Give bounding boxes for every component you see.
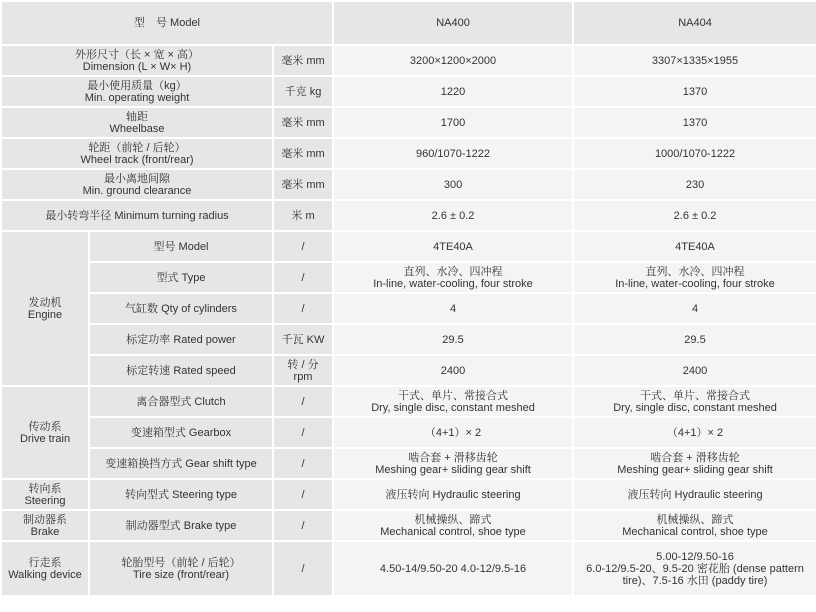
engine-cylinders-na400: 4 <box>333 293 573 324</box>
drive-group-label <box>1 386 89 479</box>
tire-na400: 4.50-14/9.50-20 4.0-12/9.5-16 <box>333 541 573 596</box>
tire-unit: / <box>273 541 333 596</box>
row-turning <box>1 200 816 231</box>
row-drive-gearbox <box>1 417 816 448</box>
shift-label: 变速箱换挡方式 Gear shift type <box>89 448 273 479</box>
row-engine-speed <box>1 355 816 386</box>
row-drive-clutch <box>1 386 816 417</box>
tire-na404-line1: 5.00-12/9.50-16 <box>656 550 734 563</box>
steering-group-en: Steering <box>24 494 66 507</box>
track-na400: 960/1070-1222 <box>333 138 573 169</box>
row-walking <box>1 541 816 596</box>
row-dimension <box>1 45 816 76</box>
header-row <box>1 1 816 45</box>
steering-na400: 液压转向 Hydraulic steering <box>333 479 573 510</box>
weight-unit: 千克 kg <box>273 76 333 107</box>
wheelbase-label-en: Wheelbase <box>109 122 165 135</box>
track-label-en: Wheel track (front/rear) <box>80 153 194 166</box>
walking-group-zh: 行走系 <box>28 556 62 569</box>
steering-group-label <box>1 479 89 510</box>
engine-type-na400 <box>333 262 573 293</box>
row-engine-type <box>1 262 816 293</box>
dimension-label <box>1 45 273 76</box>
engine-type-na404-en: In-line, water-cooling, four stroke <box>615 277 775 290</box>
clutch-na400-en: Dry, single disc, constant meshed <box>371 401 535 414</box>
engine-group-label <box>1 231 89 386</box>
tire-label <box>89 541 273 596</box>
gearbox-label: 变速箱型式 Gearbox <box>89 417 273 448</box>
track-na404: 1000/1070-1222 <box>573 138 816 169</box>
weight-label <box>1 76 273 107</box>
clutch-na400-zh: 干式、单片、常接合式 <box>398 389 509 402</box>
track-label-zh: 轮距（前轮 / 后轮） <box>88 141 186 154</box>
row-engine-cylinders <box>1 293 816 324</box>
row-brake <box>1 510 816 541</box>
engine-group-zh: 发动机 <box>28 296 62 309</box>
shift-na404 <box>573 448 816 479</box>
brake-unit: / <box>273 510 333 541</box>
engine-model-na404: 4TE40A <box>573 231 816 262</box>
engine-type-na400-en: In-line, water-cooling, four stroke <box>373 277 533 290</box>
shift-na404-en: Meshing gear+ sliding gear shift <box>617 463 773 476</box>
walking-group-en: Walking device <box>8 568 82 581</box>
shift-na400-zh: 啮合套 + 滑移齿轮 <box>408 451 498 464</box>
gearbox-na404: （4+1）× 2 <box>573 417 816 448</box>
engine-cylinders-unit: / <box>273 293 333 324</box>
wheelbase-label-zh: 轴距 <box>126 110 148 123</box>
clutch-na404 <box>573 386 816 417</box>
engine-type-na404-zh: 直列、水冷、四冲程 <box>645 265 745 278</box>
brake-group-zh: 制动器系 <box>23 513 67 526</box>
turning-na400: 2.6 ± 0.2 <box>333 200 573 231</box>
clearance-na404: 230 <box>573 169 816 200</box>
steering-label: 转向型式 Steering type <box>89 479 273 510</box>
wheelbase-unit: 毫米 mm <box>273 107 333 138</box>
tire-label-zh: 轮胎型号（前轮 / 后轮） <box>121 556 241 569</box>
steering-na404: 液压转向 Hydraulic steering <box>573 479 816 510</box>
row-track <box>1 138 816 169</box>
brake-na400-en: Mechanical control, shoe type <box>380 525 526 538</box>
track-unit: 毫米 mm <box>273 138 333 169</box>
brake-group-en: Brake <box>30 525 60 538</box>
brake-na404-zh: 机械操纵、蹄式 <box>656 513 734 526</box>
clutch-na404-en: Dry, single disc, constant meshed <box>613 401 777 414</box>
engine-cylinders-label: 气缸数 Qty of cylinders <box>89 293 273 324</box>
row-steering <box>1 479 816 510</box>
clutch-na404-zh: 干式、单片、常接合式 <box>640 389 751 402</box>
walking-group-label <box>1 541 89 596</box>
brake-group-label <box>1 510 89 541</box>
clutch-unit: / <box>273 386 333 417</box>
steering-unit: / <box>273 479 333 510</box>
engine-speed-unit: 转 / 分 rpm <box>273 355 333 386</box>
model-label: 型 号 Model <box>1 1 333 45</box>
tire-na404-line2: 6.0-12/9.5-20、9.5-20 密花胎 (dense pattern <box>586 562 804 575</box>
shift-na404-zh: 啮合套 + 滑移齿轮 <box>650 451 740 464</box>
engine-cylinders-na404: 4 <box>573 293 816 324</box>
tire-label-en: Tire size (front/rear) <box>132 568 230 581</box>
clearance-unit: 毫米 mm <box>273 169 333 200</box>
engine-type-label: 型式 Type <box>89 262 273 293</box>
gearbox-unit: / <box>273 417 333 448</box>
dimension-label-zh: 外形尺寸（长 × 宽 × 高） <box>74 48 200 61</box>
shift-na400 <box>333 448 573 479</box>
clutch-na400 <box>333 386 573 417</box>
engine-power-label: 标定功率 Rated power <box>89 324 273 355</box>
shift-na400-en: Meshing gear+ sliding gear shift <box>375 463 531 476</box>
row-weight <box>1 76 816 107</box>
clearance-label-zh: 最小离地间隙 <box>104 172 170 185</box>
track-label <box>1 138 273 169</box>
wheelbase-na404: 1370 <box>573 107 816 138</box>
clutch-label: 离合器型式 Clutch <box>89 386 273 417</box>
engine-model-na400: 4TE40A <box>333 231 573 262</box>
engine-power-unit: 千瓦 KW <box>273 324 333 355</box>
tire-na404-line3: tire)、7.5-16 水田 (paddy tire) <box>622 574 768 587</box>
tire-na404 <box>573 541 816 596</box>
turning-unit: 米 m <box>273 200 333 231</box>
dimension-label-en: Dimension (L × W× H) <box>82 60 192 73</box>
shift-unit: / <box>273 448 333 479</box>
row-drive-shift <box>1 448 816 479</box>
steering-group-zh: 转向系 <box>28 482 62 495</box>
engine-type-na404 <box>573 262 816 293</box>
turning-label: 最小转弯半径 Minimum turning radius <box>1 200 273 231</box>
weight-label-zh: 最小使用质量（kg） <box>87 79 187 92</box>
drive-group-en: Drive train <box>19 432 71 445</box>
model-na404: NA404 <box>573 1 816 45</box>
engine-type-na400-zh: 直列、水冷、四冲程 <box>403 265 503 278</box>
row-wheelbase <box>1 107 816 138</box>
engine-power-na404: 29.5 <box>573 324 816 355</box>
weight-na400: 1220 <box>333 76 573 107</box>
weight-label-en: Min. operating weight <box>84 91 190 104</box>
dimension-na400: 3200×1200×2000 <box>333 45 573 76</box>
wheelbase-na400: 1700 <box>333 107 573 138</box>
clearance-label-en: Min. ground clearance <box>82 184 192 197</box>
brake-na400-zh: 机械操纵、蹄式 <box>414 513 492 526</box>
engine-group-en: Engine <box>27 308 63 321</box>
engine-speed-label: 标定转速 Rated speed <box>89 355 273 386</box>
engine-model-label: 型号 Model <box>89 231 273 262</box>
model-na400: NA400 <box>333 1 573 45</box>
dimension-unit: 毫米 mm <box>273 45 333 76</box>
engine-model-unit: / <box>273 231 333 262</box>
engine-power-na400: 29.5 <box>333 324 573 355</box>
gearbox-na400: （4+1）× 2 <box>333 417 573 448</box>
wheelbase-label <box>1 107 273 138</box>
brake-label: 制动器型式 Brake type <box>89 510 273 541</box>
engine-speed-na400: 2400 <box>333 355 573 386</box>
dimension-na404: 3307×1335×1955 <box>573 45 816 76</box>
brake-na400 <box>333 510 573 541</box>
row-clearance <box>1 169 816 200</box>
engine-type-unit: / <box>273 262 333 293</box>
turning-na404: 2.6 ± 0.2 <box>573 200 816 231</box>
row-engine-power <box>1 324 816 355</box>
drive-group-zh: 传动系 <box>28 420 62 433</box>
brake-na404 <box>573 510 816 541</box>
brake-na404-en: Mechanical control, shoe type <box>622 525 768 538</box>
clearance-label <box>1 169 273 200</box>
weight-na404: 1370 <box>573 76 816 107</box>
clearance-na400: 300 <box>333 169 573 200</box>
engine-speed-na404: 2400 <box>573 355 816 386</box>
row-engine-model <box>1 231 816 262</box>
